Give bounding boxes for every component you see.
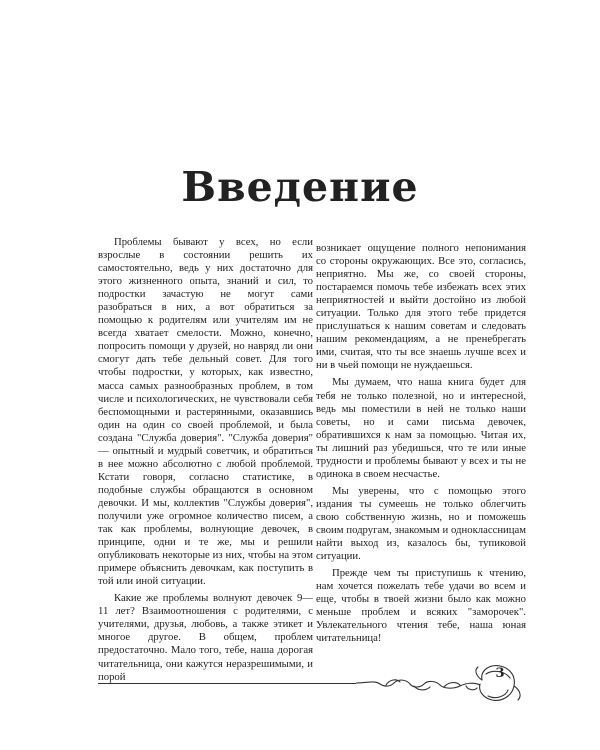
left-text-column [98, 236, 313, 684]
paragraph: Проблемы бывают у всех, но если взрослые в состоянии решить их самостоятельно, ведь у них достаточно для этого жизненного опыта, знаний и сил, то подростки зачастую не могут сами разобраться в них, а вот обратиться за помощью к родителям или учителям им не всегда хватает смелости. Можно, конечно, попросить помощи у друзей, но навряд ли они смогут дать тебе дельный совет. Для того чтобы подростки, у которых, как известно, масса самых разнообразных проблем, в том числе и психологических, не чувствовали себя беспомощными и растерянными, оказавшись один на один со своей проблемой, и была создана "Служба доверия". "Служба доверия" — опытный и мудрый советчик, и обратиться в нее можно абсолютно с любой проблемой. Кстати говоря, согласно статистике, в подобные службы обращаются в основном девочки. И мы, коллектив "Службы доверия", получили уже огромное количество писем, а так как проблемы, волнующие девочек, в принципе, одни и те же, мы и решили опубликовать некоторые из них, чтобы на этом примере объяснить девочкам, как поступить в той или иной ситуации. [98, 236, 313, 588]
page-number: 3 [495, 666, 505, 681]
chapter-title: Введение [181, 163, 419, 211]
footer-rule [98, 683, 356, 684]
paragraph: Прежде чем ты приступишь к чтению, нам хочется пожелать тебе удачи во всем и еще, чтобы в твоей жизни было как можно меньше проблем и всяких "заморочек". Увлекательного чтения тебе, наша юная читательница! [316, 567, 526, 645]
paragraph: Мы уверены, что с помощью этого издания ты сумеешь не только облегчить свою собственную жизнь, но и поможешь своим подругам, знакомым и одноклассницам найти выход из, казалось бы, тупиковой ситуации. [316, 484, 526, 563]
paragraph: Мы думаем, что наша книга будет для тебя не только полезной, но и интересной, ведь мы поместили в ней не только наши советы, но и сами письма девочек, обратившихся к нам за помощью. Читая их, ты лишний раз убедишься, что те или иные трудности и проблемы бывают у всех и ты не одинока в своем несчастье. [316, 376, 526, 480]
right-text-column [316, 242, 526, 645]
paragraph: возникает ощущение полного непонимания со стороны окружающих. Все это, согласись, неприятно. Мы же, со своей стороны, постараемся помочь тебе избежать всех этих неприятностей и выйти достойно из любой ситуации. Только для этого тебе придется прислушаться к нашим советам и следовать нашим рекомендациям, а не пренебрегать ими, считая, что ты все знаешь лучше всех и ни в чьей помощи не нуждаешься. [316, 242, 526, 372]
paragraph: Какие же проблемы волнуют девочек 9—11 лет? Взаимоотношения с родителями, с учителями, друзья, любовь, а также этикет и многое другое. В общем, проблем предостаточно. Мало того, тебе, наша дорогая читательница, они кажутся неразрешимыми, и порой [98, 592, 313, 683]
